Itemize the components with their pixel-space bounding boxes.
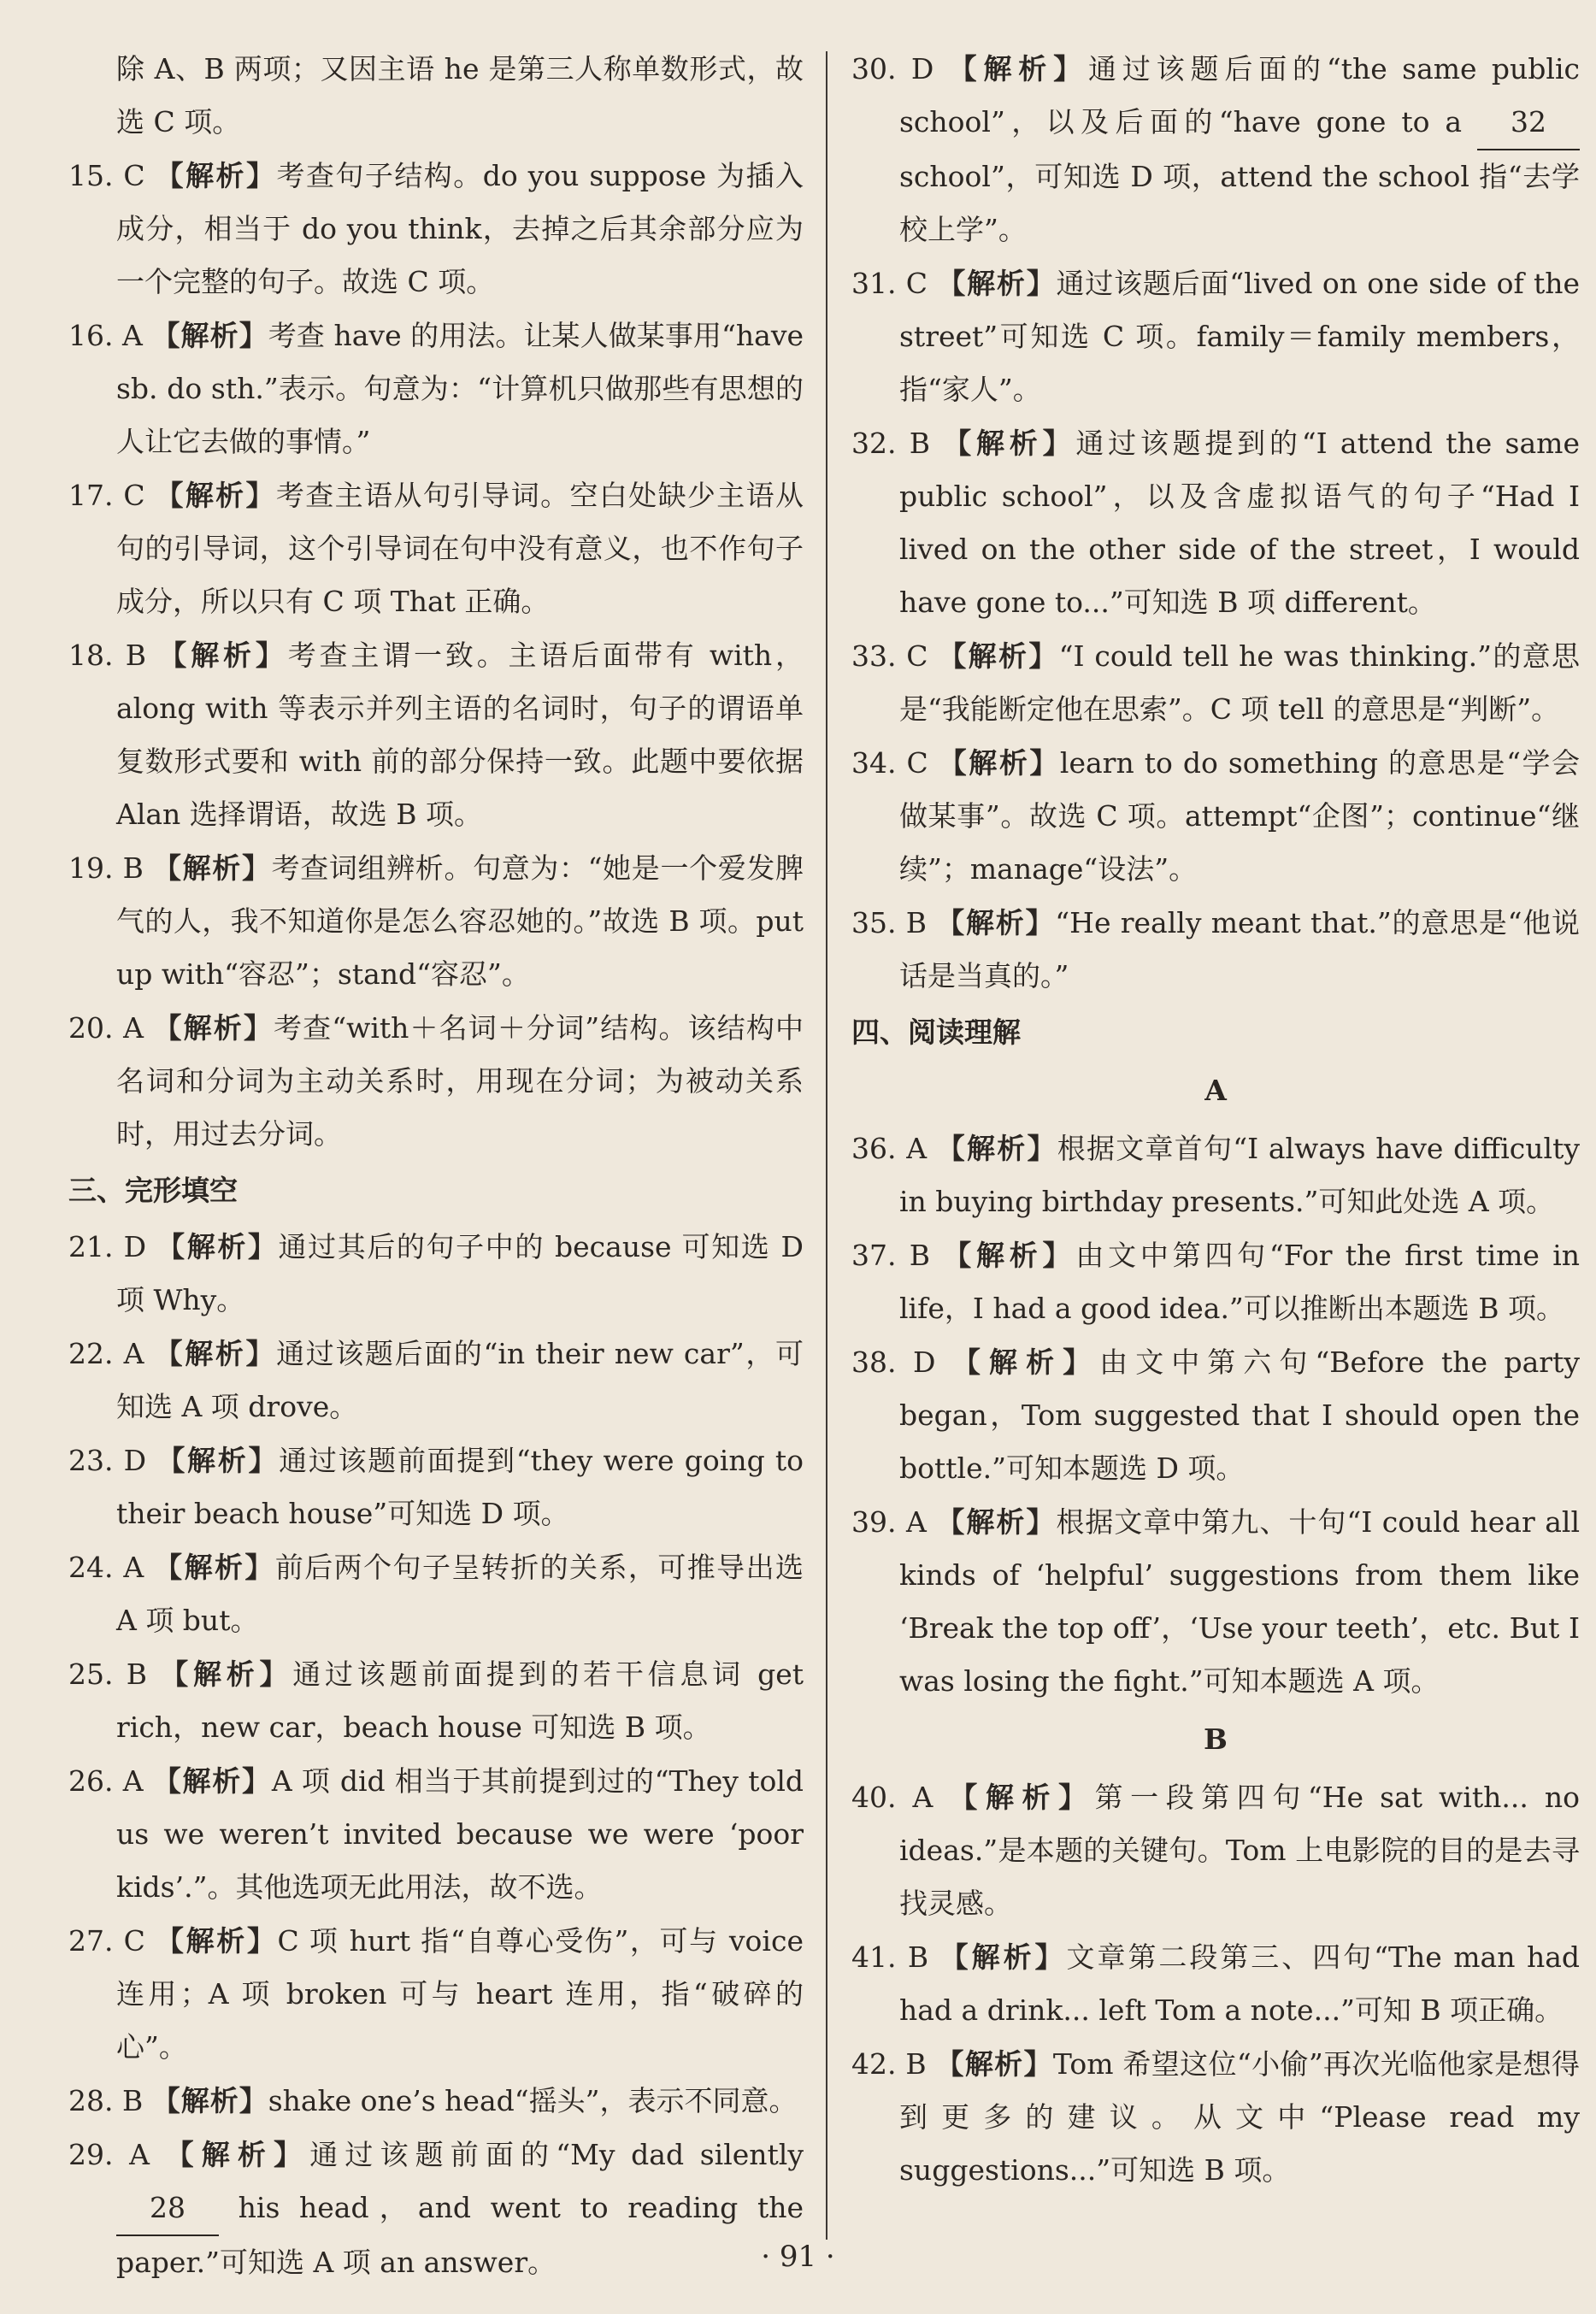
passage-b-answer-list <box>851 1771 1580 2197</box>
analysis-tag: 【解析】 <box>156 1230 279 1263</box>
answer-number: 37. B <box>851 1239 930 1272</box>
analysis-text: 通过该题后面“lived on one side of the street”可知选 C 项。family＝family members，指“家人”。 <box>899 267 1580 406</box>
section-cloze-heading: 三、完形填空 <box>68 1174 238 1207</box>
answer-item <box>68 1648 804 1754</box>
analysis-tag: 【解析】 <box>155 1924 278 1958</box>
analysis-tag: 【解析】 <box>155 479 276 512</box>
answer-number: 38. D <box>851 1345 936 1379</box>
analysis-text: 根据文章首句“I always have difficulty in buying birthday presents.”可知此处选 A 项。 <box>899 1132 1580 1218</box>
analysis-tag: 【解析】 <box>153 851 272 885</box>
analysis-tag: 【解析】 <box>936 906 1056 939</box>
answer-item <box>68 629 804 841</box>
analysis-text: 考查 have 的用法。让某人做某事用“have sb. do sth.”表示。句意为：“计算机只做那些有思想的人让它去做的事情。” <box>116 319 804 458</box>
answer-number: 34. C <box>851 746 928 780</box>
answer-number: 20. A <box>68 1011 144 1045</box>
answer-item <box>68 1002 804 1161</box>
answer-number: 22. A <box>68 1337 144 1370</box>
answer-number: 32. B <box>851 427 930 460</box>
passage-b-heading: B <box>1204 1722 1228 1756</box>
analysis-tag: 【解析】 <box>937 267 1057 300</box>
answer-item <box>851 2038 1580 2197</box>
answer-number: 41. B <box>851 1940 929 1974</box>
analysis-text: 考查句子结构。do you suppose 为插入成分，相当于 do you think，去掉之后其余部分应为一个完整的句子。故选 C 项。 <box>116 159 804 298</box>
analysis-text: 文章第二段第三、四句“The man had had a drink... left Tom a note...”可知 B 项正确。 <box>899 1940 1580 2027</box>
analysis-text: “I could tell he was thinking.”的意思是“我能断定他在思索”。C 项 tell 的意思是“判断”。 <box>899 639 1580 726</box>
answer-item <box>851 630 1580 736</box>
analysis-tag: 【解析】 <box>154 1551 275 1584</box>
analysis-text: 由文中第六句“Before the party began，Tom suggested that I should open the bottle.”可知本题选 D 项。 <box>899 1345 1580 1485</box>
answer-number: 33. C <box>851 639 928 673</box>
analysis-tag: 【解析】 <box>936 1505 1057 1539</box>
answer-item-30: 30. D 【解析】通过该题后面的“the same public school”，以及后面的“have gone to a 32school”，可知选 D 项，attend the school 指“去学校上学”。 <box>851 52 1581 246</box>
answer-item <box>68 469 804 628</box>
answer-number: 26. A <box>68 1764 144 1798</box>
answer-number: 24. A <box>68 1551 144 1584</box>
analysis-text: 考查主谓一致。主语后面带有 with，along with 等表示并列主语的名词时，句子的谓语单复数形式要和 with 前的部分保持一致。此题中要依据 Alan 选择谓语，故选 B 项。 <box>116 639 804 831</box>
answer-item <box>851 257 1580 416</box>
analysis-text: 由文中第四句“For the first time in life，I had a good idea.”可以推断出本题选 B 项。 <box>899 1239 1580 1325</box>
analysis-text: 通过该题提到的“I attend the same public school”，以及含虚拟语气的句子“Had I lived on the other side of the street，I would have gone to...”可知选 B 项 different。 <box>899 427 1580 619</box>
cloze-answer-list <box>68 1221 804 2128</box>
answer-number: 16. A <box>68 319 143 352</box>
answer-item <box>68 309 804 468</box>
answer-number: 40. A <box>851 1781 933 1814</box>
analysis-text: 通过该题后面的“in their new car”，可知选 A 项 drove。 <box>116 1337 804 1423</box>
analysis-tag: 【解析】 <box>158 639 288 672</box>
analysis-text: shake one’s head“摇头”，表示不同意。 <box>268 2084 798 2117</box>
analysis-tag: 【解析】 <box>938 639 1059 673</box>
answer-item <box>68 150 804 309</box>
answer-number: 19. B <box>68 851 144 885</box>
continued-answer: 除 A、B 两项；又因主语 he 是第三人称单数形式，故选 C 项。 <box>116 52 804 138</box>
analysis-tag: 【解析】 <box>151 319 268 352</box>
answer-item <box>68 1541 804 1647</box>
blank-32: 32 <box>1477 96 1580 150</box>
analysis-tag: 【解析】 <box>949 1781 1095 1814</box>
answer-number: 23. D <box>68 1444 147 1477</box>
analysis-text: learn to do something 的意思是“学会做某事”。故选 C 项。attempt“企图”；continue“继续”；manage“设法”。 <box>899 746 1580 886</box>
answer-item <box>68 842 804 1001</box>
answer-item <box>851 1229 1580 1335</box>
answer-item-29: 29. A 【解析】通过该题前面的“My dad silently 28 his head，and went to reading the paper.”可知选 A 项 an answer。 <box>68 2138 804 2279</box>
analysis-text: 通过该题前面提到的若干信息词 get rich，new car，beach house 可知选 B 项。 <box>116 1657 804 1744</box>
analysis-text: 考查词组辨析。句意为：“她是一个爱发脾气的人，我不知道你是怎么容忍她的。”故选 B 项。put up with“容忍”；stand“容忍”。 <box>116 851 804 991</box>
answer-item <box>851 1496 1580 1708</box>
analysis-tag: 【解析】 <box>152 1764 272 1798</box>
analysis-text: Tom 希望这位“小偷”再次光临他家是想得到更多的建议。从文中“Please read my suggestions...”可知选 B 项。 <box>899 2047 1580 2187</box>
left-column <box>68 43 804 2290</box>
answer-item <box>68 2075 804 2128</box>
column-divider <box>826 51 827 2240</box>
analysis-text: “He really meant that.”的意思是“他说话是当真的。” <box>899 906 1580 992</box>
answer-item <box>851 1771 1580 1930</box>
analysis-tag: 【解析】 <box>160 1657 293 1691</box>
section-reading-heading: 四、阅读理解 <box>851 1016 1021 1049</box>
answer-number: 15. C <box>68 159 145 192</box>
answer-item <box>851 737 1580 896</box>
analysis-tag: 【解析】 <box>151 2084 268 2117</box>
analysis-text: 根据文章中第九、十句“I could hear all kinds of ‘helpful’ suggestions from them like ‘Break the top off’，‘Use your teeth’，etc. But I was losing the fight.”可知本题选 A 项。 <box>899 1505 1581 1698</box>
answer-item <box>851 1931 1580 2037</box>
right-column <box>851 43 1580 2198</box>
analysis-tag: 【解析】 <box>952 1345 1100 1379</box>
answer-number: 35. B <box>851 906 927 939</box>
answer-item <box>68 1915 804 2074</box>
analysis-tag: 【解析】 <box>938 746 1060 780</box>
right-answer-list <box>851 257 1580 1003</box>
analysis-tag: 【解析】 <box>943 1239 1076 1272</box>
blank-28: 28 <box>116 2182 219 2236</box>
analysis-tag: 【解析】 <box>935 2047 1053 2081</box>
analysis-tag: 【解析】 <box>155 159 277 192</box>
answer-number: 17. C <box>68 479 145 512</box>
analysis-text: 考查主语从句引导词。空白处缺少主语从句的引导词，这个引导词在句中没有意义，也不作句子成分，所以只有 C 项 That 正确。 <box>116 479 804 618</box>
answer-number: 28. B <box>68 2084 144 2117</box>
answer-number: 31. C <box>851 267 928 300</box>
answer-number: 27. C <box>68 1924 145 1958</box>
analysis-text: C 项 hurt 指“自尊心受伤”，可与 voice 连用；A 项 broken 可与 heart 连用，指“破碎的心”。 <box>116 1924 804 2064</box>
answer-number: 36. A <box>851 1132 928 1165</box>
analysis-tag: 【解析】 <box>153 1011 274 1045</box>
passage-a-answer-list <box>851 1122 1580 1708</box>
analysis-tag: 【解析】 <box>154 1337 277 1370</box>
analysis-text: 通过该题前面提到“they were going to their beach house”可知选 D 项。 <box>116 1444 804 1530</box>
analysis-tag: 【解析】 <box>943 427 1076 460</box>
analysis-text: 第一段第四句“He sat with... no ideas.”是本题的关键句。Tom 上电影院的目的是去寻找灵感。 <box>899 1781 1580 1920</box>
answer-number: 18. B <box>68 639 147 672</box>
answer-item <box>851 1122 1580 1228</box>
left-answer-list <box>68 150 804 1161</box>
analysis-tag: 【解析】 <box>939 1940 1067 1974</box>
answer-number: 21. D <box>68 1230 147 1263</box>
analysis-text: 通过其后的句子中的 because 可知选 D 项 Why。 <box>116 1230 804 1316</box>
analysis-text: 考查“with＋名词＋分词”结构。该结构中名词和分词为主动关系时，用现在分词；为被动关系时，用过去分词。 <box>116 1011 804 1151</box>
analysis-text: A 项 did 相当于其前提到过的“They told us we weren’t invited because we were ‘poor kids’.”。其他选项无此用法，故不选。 <box>116 1764 804 1904</box>
analysis-text: 前后两个句子呈转折的关系，可推导出选 A 项 but。 <box>116 1551 804 1637</box>
passage-a-heading: A <box>1204 1074 1227 1107</box>
answer-item <box>851 897 1580 1003</box>
answer-item <box>68 1434 804 1540</box>
answer-item <box>851 1336 1580 1495</box>
answer-number: 25. B <box>68 1657 147 1691</box>
answer-number: 42. B <box>851 2047 927 2081</box>
analysis-tag: 【解析】 <box>936 1132 1057 1165</box>
answer-item <box>68 1221 804 1327</box>
page-number: · 91 · <box>761 2240 835 2274</box>
answer-number: 39. A <box>851 1505 927 1539</box>
analysis-tag: 【解析】 <box>156 1444 280 1477</box>
answer-item <box>68 1755 804 1914</box>
answer-item <box>851 417 1580 629</box>
answer-item <box>68 1328 804 1434</box>
